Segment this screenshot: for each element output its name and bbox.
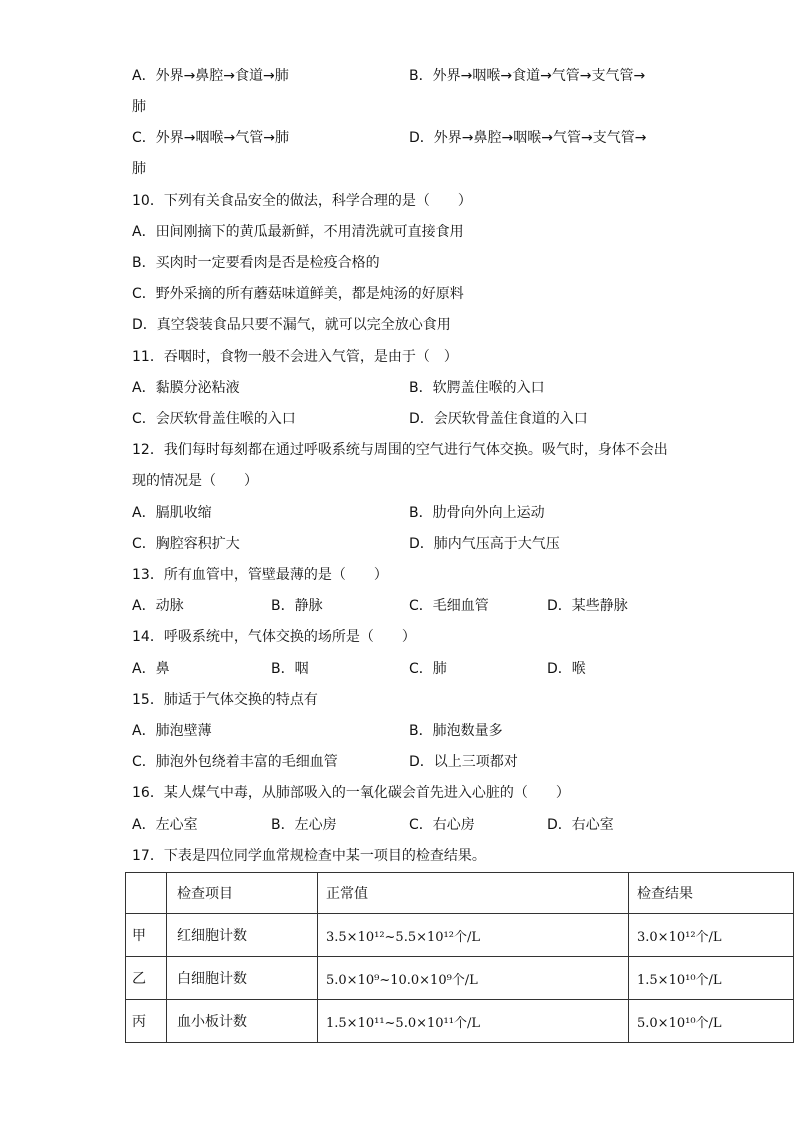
q12-option-a: A．膈肌收缩 [132, 505, 212, 521]
table-header-label [126, 873, 167, 914]
q15-option-b: B．肺泡数量多 [409, 723, 503, 739]
row-item: 红细胞计数 [167, 914, 318, 957]
row-normal-value: 1.5×10¹¹~5.0×10¹¹个/L [318, 1000, 629, 1043]
q11-option-b: B．软腭盖住喉的入口 [409, 380, 545, 396]
q9-option-b: B．外界→咽喉→食道→气管→支气管→ [409, 68, 646, 84]
q14-option-d: D．喉 [547, 661, 586, 677]
table-header-result: 检查结果 [629, 873, 794, 914]
q13-option-d: D．某些静脉 [547, 598, 628, 614]
q10-stem: 10．下列有关食品安全的做法，科学合理的是（ ） [132, 193, 472, 209]
row-result: 1.5×10¹⁰个/L [629, 957, 794, 1000]
table-row [126, 1000, 794, 1043]
row-normal-value: 5.0×10⁹~10.0×10⁹个/L [318, 957, 629, 1000]
q11-option-c: C．会厌软骨盖住喉的入口 [132, 411, 296, 427]
q12-option-d: D．肺内气压高于大气压 [409, 536, 560, 552]
q13-option-c: C．毛细血管 [409, 598, 489, 614]
q9-option-c: C．外界→咽喉→气管→肺 [132, 130, 289, 146]
row-label: 乙 [126, 957, 167, 1000]
table-header-normal: 正常值 [318, 873, 629, 914]
q14-stem: 14．呼吸系统中，气体交换的场所是（ ） [132, 629, 416, 645]
row-label: 丙 [126, 1000, 167, 1043]
blood-test-table [125, 872, 794, 1043]
q13-option-b: B．静脉 [271, 598, 323, 614]
q9-option-d-continued: 肺 [132, 161, 146, 177]
q9-option-d: D．外界→鼻腔→咽喉→气管→支气管→ [409, 130, 647, 146]
table-row [126, 957, 794, 1000]
q12-stem-continued: 现的情况是（ ） [132, 473, 258, 489]
q16-option-b: B．左心房 [271, 817, 337, 833]
row-item: 血小板计数 [167, 1000, 318, 1043]
q11-stem: 11．吞咽时，食物一般不会进入气管，是由于（ ） [132, 349, 458, 365]
q16-option-c: C．右心房 [409, 817, 475, 833]
row-result: 5.0×10¹⁰个/L [629, 1000, 794, 1043]
row-normal-value: 3.5×10¹²~5.5×10¹²个/L [318, 914, 629, 957]
q10-option-c: C．野外采摘的所有蘑菇味道鲜美，都是炖汤的好原料 [132, 286, 464, 302]
q14-option-c: C．肺 [409, 661, 447, 677]
q9-option-a: A．外界→鼻腔→食道→肺 [132, 68, 289, 84]
q16-option-d: D．右心室 [547, 817, 614, 833]
row-result: 3.0×10¹²个/L [629, 914, 794, 957]
q14-option-a: A．鼻 [132, 661, 170, 677]
q13-stem: 13．所有血管中，管壁最薄的是（ ） [132, 567, 388, 583]
q16-stem: 16．某人煤气中毒，从肺部吸入的一氧化碳会首先进入心脏的（ ） [132, 785, 570, 801]
q12-option-b: B．肋骨向外向上运动 [409, 505, 545, 521]
row-item: 白细胞计数 [167, 957, 318, 1000]
q15-option-a: A．肺泡壁薄 [132, 723, 212, 739]
table-header-item: 检查项目 [167, 873, 318, 914]
q15-option-d: D．以上三项都对 [409, 754, 518, 770]
q15-option-c: C．肺泡外包绕着丰富的毛细血管 [132, 754, 338, 770]
q11-option-d: D．会厌软骨盖住食道的入口 [409, 411, 588, 427]
q11-option-a: A．黏膜分泌粘液 [132, 380, 240, 396]
q10-option-a: A．田间刚摘下的黄瓜最新鲜，不用清洗就可直接食用 [132, 224, 464, 240]
row-label: 甲 [126, 914, 167, 957]
table-row [126, 914, 794, 957]
q9-option-b-continued: 肺 [132, 99, 146, 115]
q14-option-b: B．咽 [271, 661, 309, 677]
q13-option-a: A．动脉 [132, 598, 184, 614]
q16-option-a: A．左心室 [132, 817, 198, 833]
q10-option-d: D．真空袋装食品只要不漏气，就可以完全放心食用 [132, 317, 451, 333]
q10-option-b: B．买肉时一定要看肉是否是检疫合格的 [132, 255, 380, 271]
q12-option-c: C．胸腔容积扩大 [132, 536, 240, 552]
q15-stem: 15．肺适于气体交换的特点有 [132, 692, 318, 708]
q17-stem: 17．下表是四位同学血常规检查中某一项目的检查结果。 [132, 848, 486, 864]
table-header-row [126, 873, 794, 914]
q12-stem: 12．我们每时每刻都在通过呼吸系统与周围的空气进行气体交换。吸气时，身体不会出 [132, 442, 668, 458]
